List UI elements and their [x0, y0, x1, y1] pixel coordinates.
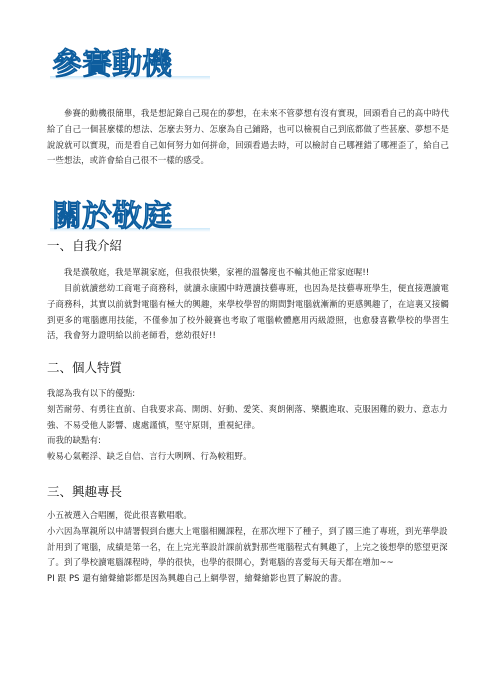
about-banner-title: 關於敬庭	[52, 199, 172, 234]
motivation-banner-graphic	[50, 40, 250, 86]
traits-line: 刻苦耐勞、有勇往直前、自我要求高、開朗、好動、愛笑、爽朗俐落、樂觀進取、克服困難的毅力、意志力強、不易受他人影響、處處謹慎，堅守原則，重視紀律。	[47, 403, 448, 430]
traits-line: 我認為我有以下的優點:	[47, 388, 136, 398]
interests-line: PI 跟 PS 還有繪聲繪影都是因為興趣自己上網學習，繪聲繪影也買了解說的書。	[47, 573, 347, 584]
self-intro-paragraph-1: 我是濮敬庭，我是單親家庭，但我很快樂，家裡的溫馨度也不輸其他正常家庭喔!!	[64, 267, 370, 277]
interests-line: 小六因為單親所以申請署假到台應大上電腦相關課程，在那次埋下了種子，到了國三進了專班，到光華學設計用到了電腦，成績是第一名，在上完光華設計課前就對那些電腦程式有興趣了，上完之後想學的慾望更深了。到了學校讀電腦課程時，學的很快，也學的很開心，對電腦的喜愛每天每天都在增加~~	[47, 525, 448, 568]
about-banner	[50, 192, 250, 238]
traits-line: 較易心氣輕浮、缺乏自信、言行大咧咧、行為較粗野。	[47, 451, 252, 462]
self-intro-paragraph-2: 目前就讀慈幼工商電子商務科，就讀永康國中時選讀技藝專班，也因為是技藝專班學生，便直接選讀電子商務科，其實以前就對電腦有極大的興趣，來學校學習的期間對電腦就漸漸的更感興趣了，在這裏又接觸到更多的電腦應用技能，不僅參加了校外競賽也考取了電腦軟體應用丙級證照，也愈發喜歡學校的學習生活，我會努力證明給以前老師看，慈幼很好!!	[47, 283, 449, 341]
motivation-paragraph: 參賽的動機很簡單，我是想記錄自己現在的夢想，在未來不管夢想有沒有實現，回頭看自己的高中時代給了自己一個甚麼樣的想法、怎麼去努力、怎麼為自己鋪路，也可以檢視自己到底都做了些甚麼、夢想不是說說就可以實現，而是看自己如何努力如何拼命，回頭看過去時，可以檢討自己哪裡錯了哪裡歪了，給自己一些想法，或許會給自己很不一樣的感受。	[47, 108, 449, 166]
traits-heading: 二、個人特質	[47, 360, 123, 375]
interests-line: 小五被選入合唱團，從此很喜歡唱歌。	[47, 510, 192, 520]
interests-heading: 三、興趣專長	[47, 484, 123, 499]
traits-list	[47, 386, 449, 465]
motivation-banner-title: 參賽動機	[52, 47, 172, 82]
self-intro-heading: 一、自我介紹	[47, 238, 123, 253]
about-banner-graphic	[50, 192, 250, 238]
traits-line: 而我的缺點有:	[47, 435, 102, 446]
motivation-banner	[50, 40, 250, 86]
interests-list	[47, 508, 449, 587]
